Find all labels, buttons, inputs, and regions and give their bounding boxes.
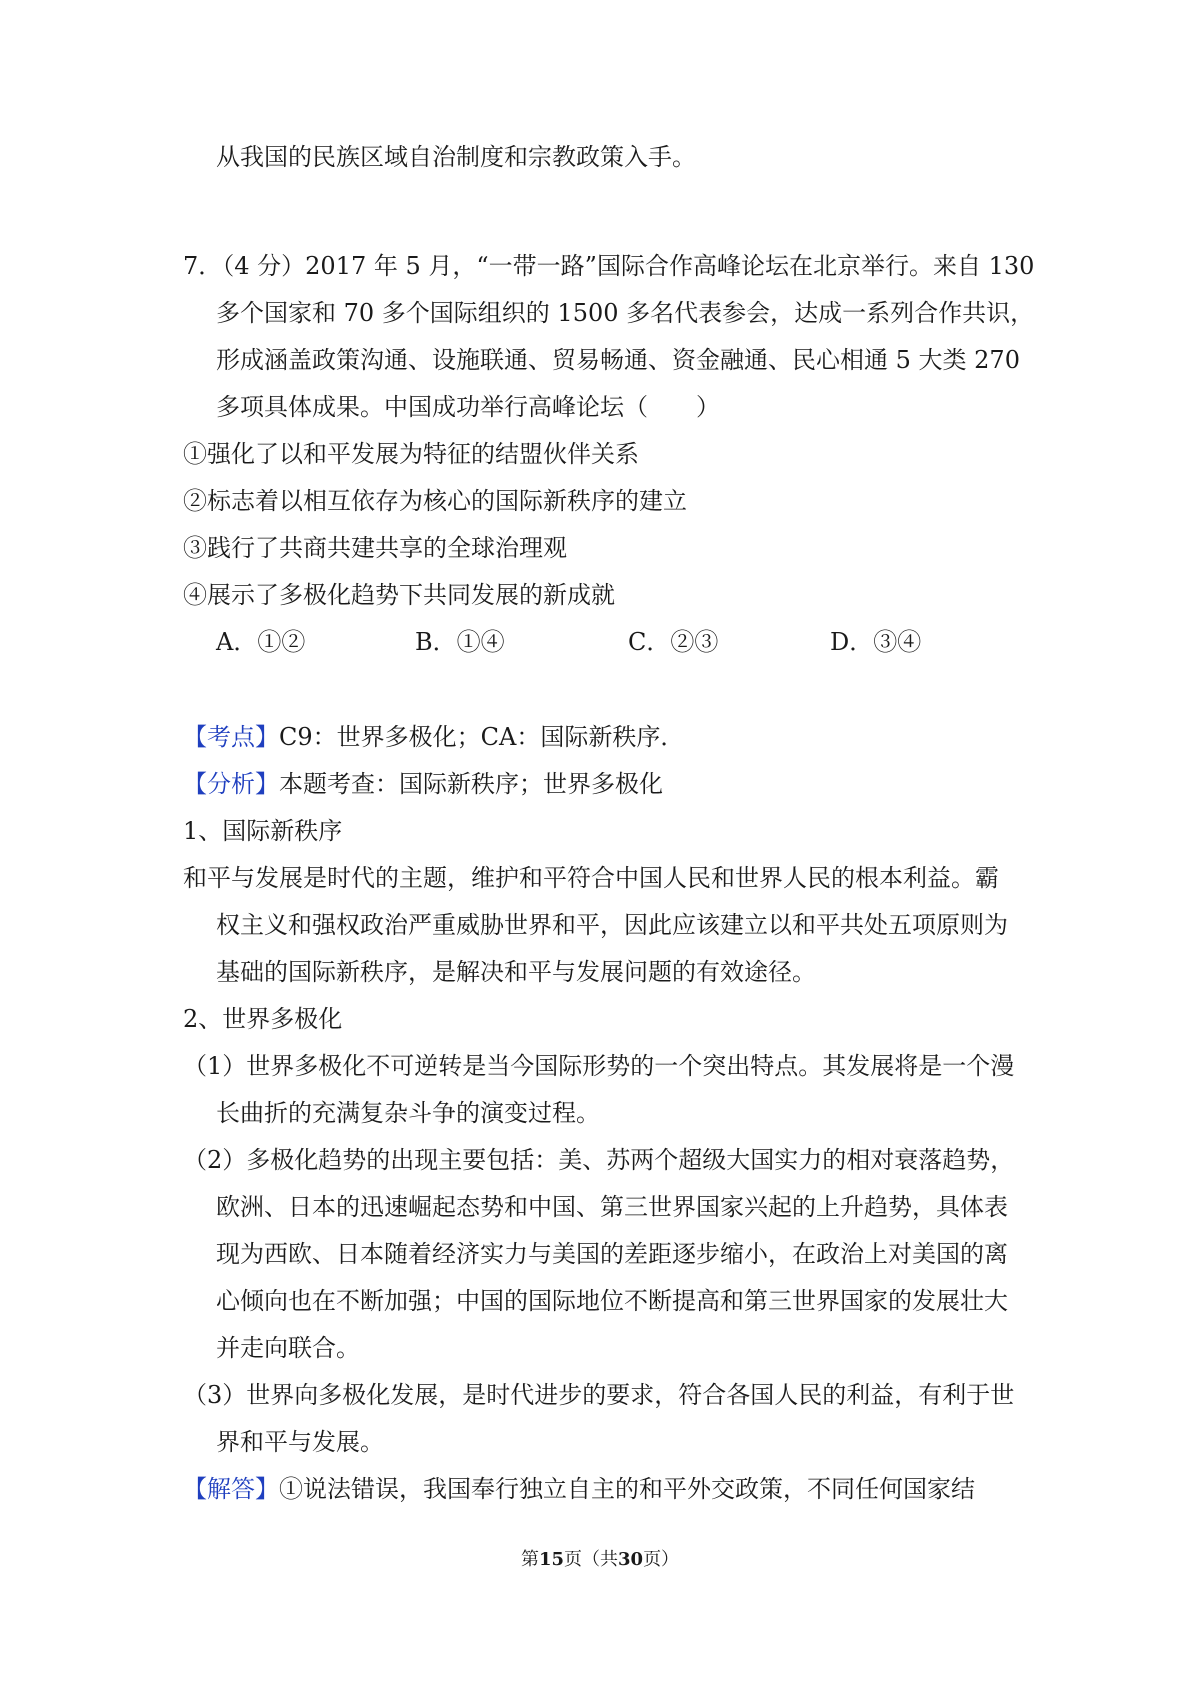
carryover-line: 从我国的民族区域自治制度和宗教政策入手。	[216, 143, 696, 171]
fenxi-line	[183, 768, 663, 800]
option-c: C．②③	[628, 628, 719, 656]
statement-3: ③践行了共商共建共享的全球治理观	[183, 534, 567, 562]
body-line: 1、国际新秩序	[183, 817, 343, 845]
statement-4: ④展示了多极化趋势下共同发展的新成就	[183, 581, 615, 609]
body-line: 2、世界多极化	[183, 1005, 343, 1033]
statement-2: ②标志着以相互依存为核心的国际新秩序的建立	[183, 487, 687, 515]
statement-1: ①强化了以和平发展为特征的结盟伙伴关系	[183, 440, 639, 468]
jieda-tag: 【解答】	[183, 1475, 279, 1503]
footer-suffix: 页）	[643, 1549, 680, 1570]
kaodian-line	[183, 721, 684, 753]
body-line: （2）多极化趋势的出现主要包括：美、苏两个超级大国实力的相对衰落趋势，	[183, 1146, 1015, 1174]
question-line: 多个国家和 70 多个国际组织的 1500 多名代表参会，达成一系列合作共识，	[216, 299, 1035, 327]
body-line: （3）世界向多极化发展，是时代进步的要求，符合各国人民的利益，有利于世	[183, 1381, 1015, 1409]
kaodian-text: C9：世界多极化；CA：国际新秩序．	[279, 723, 685, 751]
fenxi-tag: 【分析】	[183, 770, 279, 798]
question-line: 形成涵盖政策沟通、设施联通、贸易畅通、资金融通、民心相通 5 大类 270	[216, 346, 1020, 374]
fenxi-text: 本题考查：国际新秩序；世界多极化	[279, 770, 663, 798]
kaodian-tag: 【考点】	[183, 723, 279, 751]
question-line: 7．（4 分）2017 年 5 月，“一带一路”国际合作高峰论坛在北京举行。来自 130	[183, 252, 1035, 280]
jieda-line	[183, 1473, 975, 1505]
body-line: 长曲折的充满复杂斗争的演变过程。	[216, 1099, 600, 1127]
question-line: 多项具体成果。中国成功举行高峰论坛（ ）	[216, 393, 720, 421]
footer-prefix: 第	[520, 1549, 539, 1570]
footer-page-number: 15	[538, 1549, 564, 1570]
body-line: （1）世界多极化不可逆转是当今国际形势的一个突出特点。其发展将是一个漫	[183, 1052, 1015, 1080]
body-line: 基础的国际新秩序，是解决和平与发展问题的有效途径。	[216, 958, 816, 986]
page-footer	[0, 1548, 1200, 1572]
body-line: 欧洲、日本的迅速崛起态势和中国、第三世界国家兴起的上升趋势，具体表	[216, 1193, 1008, 1221]
body-line: 和平与发展是时代的主题，维护和平符合中国人民和世界人民的根本利益。霸	[183, 864, 999, 892]
body-line: 界和平与发展。	[216, 1428, 384, 1456]
jieda-text: ①说法错误，我国奉行独立自主的和平外交政策，不同任何国家结	[279, 1475, 975, 1503]
body-line: 现为西欧、日本随着经济实力与美国的差距逐步缩小，在政治上对美国的离	[216, 1240, 1008, 1268]
body-line: 并走向联合。	[216, 1334, 360, 1362]
option-d: D．③④	[830, 628, 922, 656]
body-line: 权主义和强权政治严重威胁世界和平，因此应该建立以和平共处五项原则为	[216, 911, 1008, 939]
footer-total-pages: 30	[618, 1549, 644, 1570]
body-line: 心倾向也在不断加强；中国的国际地位不断提高和第三世界国家的发展壮大	[216, 1287, 1008, 1315]
footer-middle: 页（共	[564, 1549, 618, 1570]
option-a: A．①②	[216, 628, 306, 656]
option-b: B．①④	[415, 628, 505, 656]
